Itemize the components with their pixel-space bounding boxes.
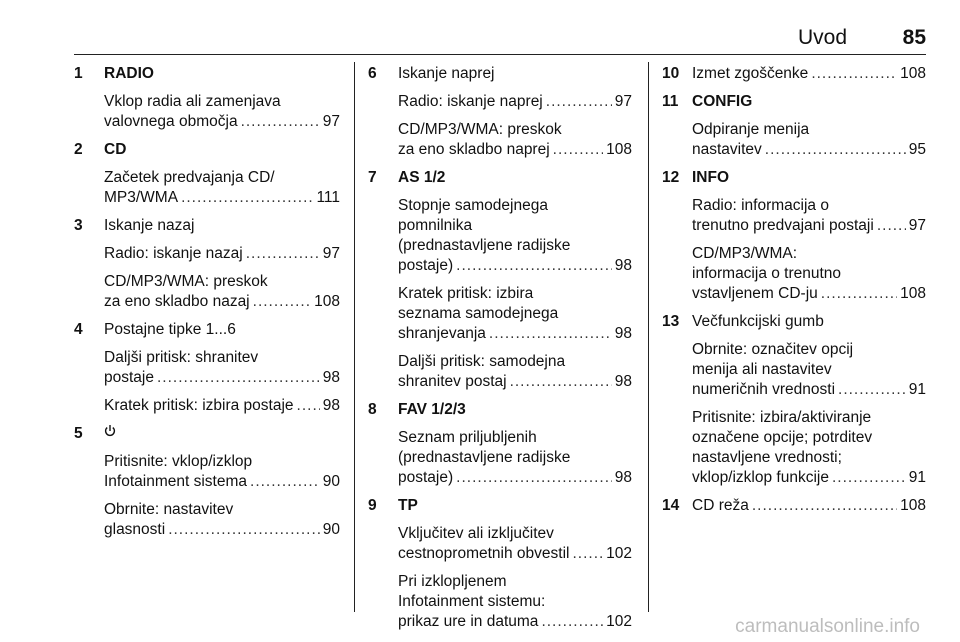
entry-label: RADIO [104,65,154,82]
entry-body [104,216,340,312]
detail-text: seznama samodejnega [398,305,559,322]
entry-text: valovnega območja [104,113,238,130]
entry-number: 1 [74,65,83,82]
detail-text: pomnilnika [398,217,473,234]
page-ref: 98 [614,469,632,486]
detail-text: Daljši pritisk: shranitev [104,349,259,366]
entry-number: 12 [662,169,680,186]
dot-leader [250,472,320,492]
dot-leader [456,256,612,276]
dot-leader [546,92,612,112]
entry-body [692,168,926,304]
entry-text: Izmet zgoščenke [692,65,809,82]
entry-detail [692,408,926,488]
entry-detail [398,92,632,112]
detail-text: Radio: informacija o [692,197,829,214]
entry-text: vstavljenem CD-ju [692,285,818,302]
index-line [692,496,926,516]
entry-text: postaje [104,369,154,386]
detail-text: Pritisnite: izbira/aktiviranje [692,409,872,426]
entry-detail [104,92,340,132]
entry-label: CD [104,141,127,158]
dot-leader [821,284,897,304]
page-ref: 108 [900,65,926,82]
page-ref: 97 [322,113,340,130]
index-line [104,244,340,264]
index-entry [368,400,632,488]
index-line [104,520,340,540]
entry-body [398,496,632,632]
index-entry [368,496,632,632]
entry-number: 3 [74,217,83,234]
index-line [398,468,632,488]
detail-text: informacija o trenutno [692,265,842,282]
entry-text: vklop/izklop funkcije [692,469,829,486]
page-ref: 111 [316,189,340,206]
entry-detail [104,244,340,264]
entry-text: Infotainment sistema [104,473,248,491]
dot-leader [456,468,612,488]
entry-text: MP3/WMA [104,189,179,206]
dot-leader [246,244,320,264]
index-line [692,140,926,160]
entry-text: postaje) [398,469,454,486]
index-entry [74,140,340,208]
page-ref: 91 [908,469,926,486]
detail-text: (prednastavljene radijske [398,449,571,466]
entry-body [398,168,632,392]
header-title: Uvod [798,26,848,49]
entry-text: cestnoprometnih obvestil [398,545,570,562]
entry-text: Radio: iskanje nazaj [104,245,243,262]
entry-detail [104,348,340,388]
entry-body [104,64,340,132]
detail-text: Pritisnite: vklop/izklop [104,453,253,471]
detail-text: menija ali nastavitev [692,361,832,378]
entry-number: 13 [662,313,680,330]
detail-text: (prednastavljene radijske [398,237,571,254]
page-ref: 102 [606,545,632,562]
entry-line [692,496,926,516]
index-line [104,368,340,388]
entry-detail [398,572,632,632]
page-ref: 91 [908,381,926,398]
dot-leader [157,368,320,388]
index-line [104,112,340,132]
column-divider-2 [648,62,649,612]
dot-leader [811,64,897,84]
dot-leader [241,112,320,132]
entry-text: nastavitev [692,141,762,158]
entry-body [104,140,340,208]
column-right [662,64,926,524]
dot-leader [297,396,320,416]
dot-leader [541,612,603,632]
page-ref: 90 [322,473,340,491]
detail-text: Stopnje samodejnega [398,197,548,214]
detail-text: Seznam priljubljenih [398,429,537,446]
entry-detail [398,120,632,160]
dot-leader [838,380,906,400]
entry-label: AS 1/2 [398,169,446,186]
index-line [398,92,632,112]
index-entry [662,496,926,516]
dot-leader [168,520,320,540]
index-line [692,380,926,400]
entry-text: trenutno predvajani postaji [692,217,874,234]
entry-number: 4 [74,321,83,338]
index-line [398,372,632,392]
page-ref: 108 [900,497,926,514]
entry-text: glasnosti [104,521,166,539]
entry-detail [104,272,340,312]
power-icon [104,424,116,444]
column-divider-1 [354,62,355,612]
entry-body [692,64,926,84]
entry-number: 8 [368,401,377,418]
index-entry [662,168,926,304]
entry-detail [104,500,340,540]
detail-text: Infotainment sistemu: [398,593,546,610]
page-ref: 108 [606,141,632,158]
page-ref: 108 [900,285,926,302]
detail-text: nastavljene vrednosti; [692,449,842,466]
entry-text: shranitev postaj [398,373,507,390]
entry-detail [398,524,632,564]
index-entry [662,312,926,488]
page-ref: 98 [614,257,632,274]
page-ref: 98 [614,325,632,342]
detail-text: CD/MP3/WMA: [692,245,798,262]
page-ref: 97 [908,217,926,234]
entry-body [104,424,340,540]
index-line [398,256,632,276]
entry-body [398,400,632,488]
dot-leader [253,292,311,312]
entry-body [398,64,632,160]
entry-detail [398,352,632,392]
index-entry [74,424,340,540]
column-middle [368,64,632,640]
entry-line [692,64,926,84]
entry-number: 2 [74,141,83,158]
dot-leader [752,496,897,516]
entry-detail [692,120,926,160]
detail-text: Daljši pritisk: samodejna [398,353,566,370]
entry-number: 11 [662,93,679,110]
index-entry [74,320,340,416]
detail-text: označene opcije; potrditev [692,429,873,446]
entry-number: 9 [368,497,377,514]
dot-leader [877,216,906,236]
index-line [104,396,340,416]
index-entry [74,64,340,132]
entry-text: Kratek pritisk: izbira postaje [104,397,294,414]
page-ref: 90 [322,521,340,539]
detail-text: Kratek pritisk: izbira [398,285,534,302]
entry-number: 14 [662,497,680,514]
entry-label [104,424,340,444]
entry-label: Iskanje naprej [398,65,495,82]
index-line [104,472,340,492]
detail-text: CD/MP3/WMA: preskok [104,273,268,290]
entry-detail [398,284,632,344]
detail-text: Začetek predvajanja CD/ [104,169,275,186]
entry-label: INFO [692,169,730,186]
page-ref: 108 [314,293,340,310]
index-line [692,468,926,488]
index-entry [662,64,926,84]
page-ref: 102 [606,613,632,630]
entry-detail [398,428,632,488]
entry-text: CD reža [692,497,749,514]
entry-body [104,320,340,416]
entry-body [692,92,926,160]
entry-text: za eno skladbo naprej [398,141,550,158]
dot-leader [765,140,906,160]
dot-leader [510,372,612,392]
index-line [398,544,632,564]
entry-body [692,496,926,516]
entry-detail [692,196,926,236]
column-left [74,64,340,548]
entry-number: 10 [662,65,680,82]
entry-detail [692,340,926,400]
entry-label: Iskanje nazaj [104,217,195,234]
detail-text: Obrnite: označitev opcij [692,341,854,358]
index-line [104,188,340,208]
page-number: 85 [902,26,926,49]
index-line [692,216,926,236]
entry-text: numeričnih vrednosti [692,381,836,398]
detail-text: Vklop radia ali zamenjava [104,93,281,110]
index-entry [662,92,926,160]
detail-text: Odpiranje menija [692,121,810,138]
detail-text: Vključitev ali izključitev [398,525,554,542]
header-rule [74,54,926,55]
entry-detail [104,168,340,208]
dot-leader [832,468,906,488]
entry-detail [692,244,926,304]
dot-leader [489,324,612,344]
watermark: carmanualsonline.info [735,616,920,637]
page-ref: 97 [614,93,632,110]
entry-label: CONFIG [692,93,753,110]
index-line [398,612,632,632]
index-line [692,284,926,304]
entry-text: Radio: iskanje naprej [398,93,543,110]
detail-text: Pri izklopljenem [398,573,507,590]
page-ref: 98 [322,397,340,414]
index-entry [74,216,340,312]
page-ref: 98 [614,373,632,390]
entry-number: 5 [74,425,83,442]
detail-text: CD/MP3/WMA: preskok [398,121,562,138]
page-ref: 98 [322,369,340,386]
dot-leader [181,188,313,208]
index-line [398,140,632,160]
index-entry [368,64,632,160]
entry-number: 7 [368,169,377,186]
entry-text: prikaz ure in datuma [398,613,539,630]
dot-leader [553,140,603,160]
index-entry [368,168,632,392]
index-line [692,64,926,84]
detail-text: Obrnite: nastavitev [104,501,234,519]
entry-detail [104,396,340,416]
index-line [104,292,340,312]
entry-detail [398,196,632,276]
page-ref: 97 [322,245,340,262]
entry-text: za eno skladbo nazaj [104,293,250,310]
dot-leader [572,544,603,564]
entry-label: Postajne tipke 1...6 [104,321,236,338]
entry-label: FAV 1/2/3 [398,401,466,418]
page-ref: 95 [908,141,926,158]
index-line [398,324,632,344]
entry-number: 6 [368,65,377,82]
entry-text: shranjevanja [398,325,486,342]
entry-label: TP [398,497,418,514]
entry-label: Večfunkcijski gumb [692,313,824,330]
entry-detail [104,452,340,492]
entry-body [692,312,926,488]
entry-text: postaje) [398,257,454,274]
